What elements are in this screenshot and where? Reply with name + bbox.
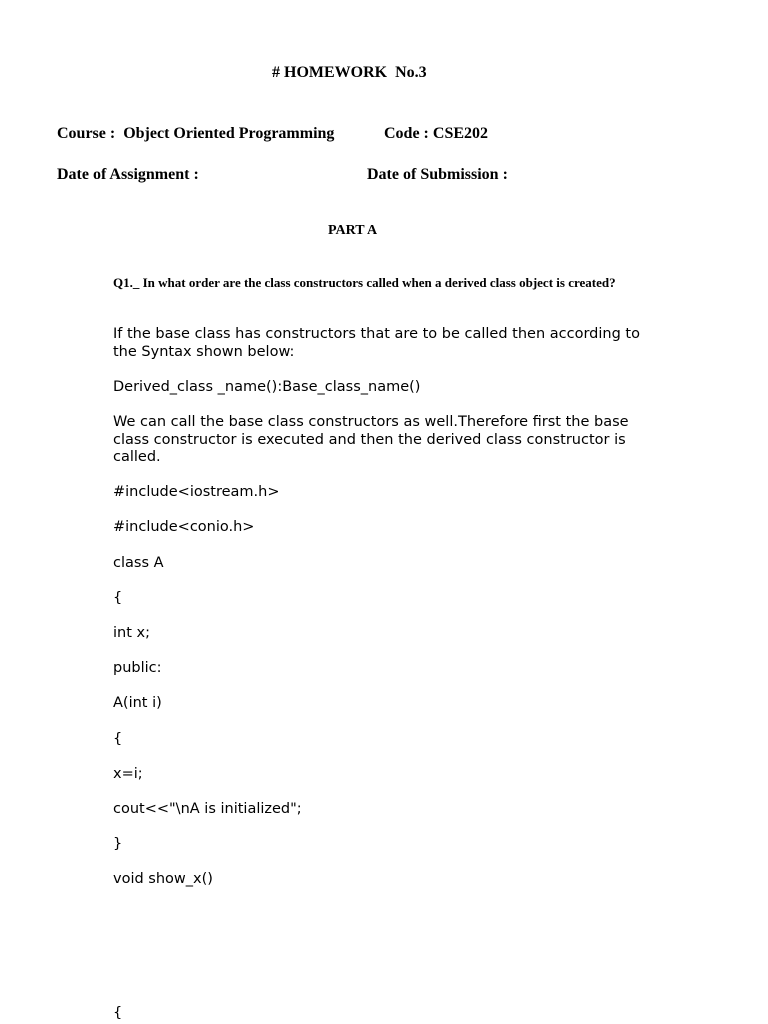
code-line: public: <box>113 660 162 676</box>
code-line: x=i; <box>113 766 143 782</box>
course-code: Code : CSE202 <box>384 125 489 142</box>
code-line: #include<iostream.h> <box>113 484 280 500</box>
answer-paragraph-1: If the base class has constructors that are to be called then according to the Syntax shown below: <box>113 326 640 360</box>
course-label: Course : Object Oriented Programming <box>57 125 335 142</box>
date-of-assignment: Date of Assignment : <box>57 166 199 183</box>
code-line: #include<conio.h> <box>113 519 255 535</box>
code-line: { <box>113 590 123 606</box>
date-of-submission: Date of Submission : <box>367 166 508 183</box>
syntax-line: Derived_class _name():Base_class_name() <box>113 379 421 395</box>
code-line: int x; <box>113 625 150 641</box>
answer-paragraph-2: We can call the base class constructors as well.Therefore first the base class constructor is executed and then the derived class constructor is called. <box>113 414 629 465</box>
code-line: void show_x() <box>113 871 213 887</box>
homework-title: # HOMEWORK No.3 <box>272 64 427 81</box>
question-text: Q1._ In what order are the class constructors called when a derived class object is created? <box>113 275 616 290</box>
code-line: { <box>113 1005 123 1021</box>
code-line: { <box>113 731 123 747</box>
code-line: A(int i) <box>113 695 162 711</box>
part-heading: PART A <box>328 223 378 238</box>
code-line: class A <box>113 555 164 571</box>
code-line: } <box>113 836 123 852</box>
code-line: cout<<"\nA is initialized"; <box>113 801 302 817</box>
